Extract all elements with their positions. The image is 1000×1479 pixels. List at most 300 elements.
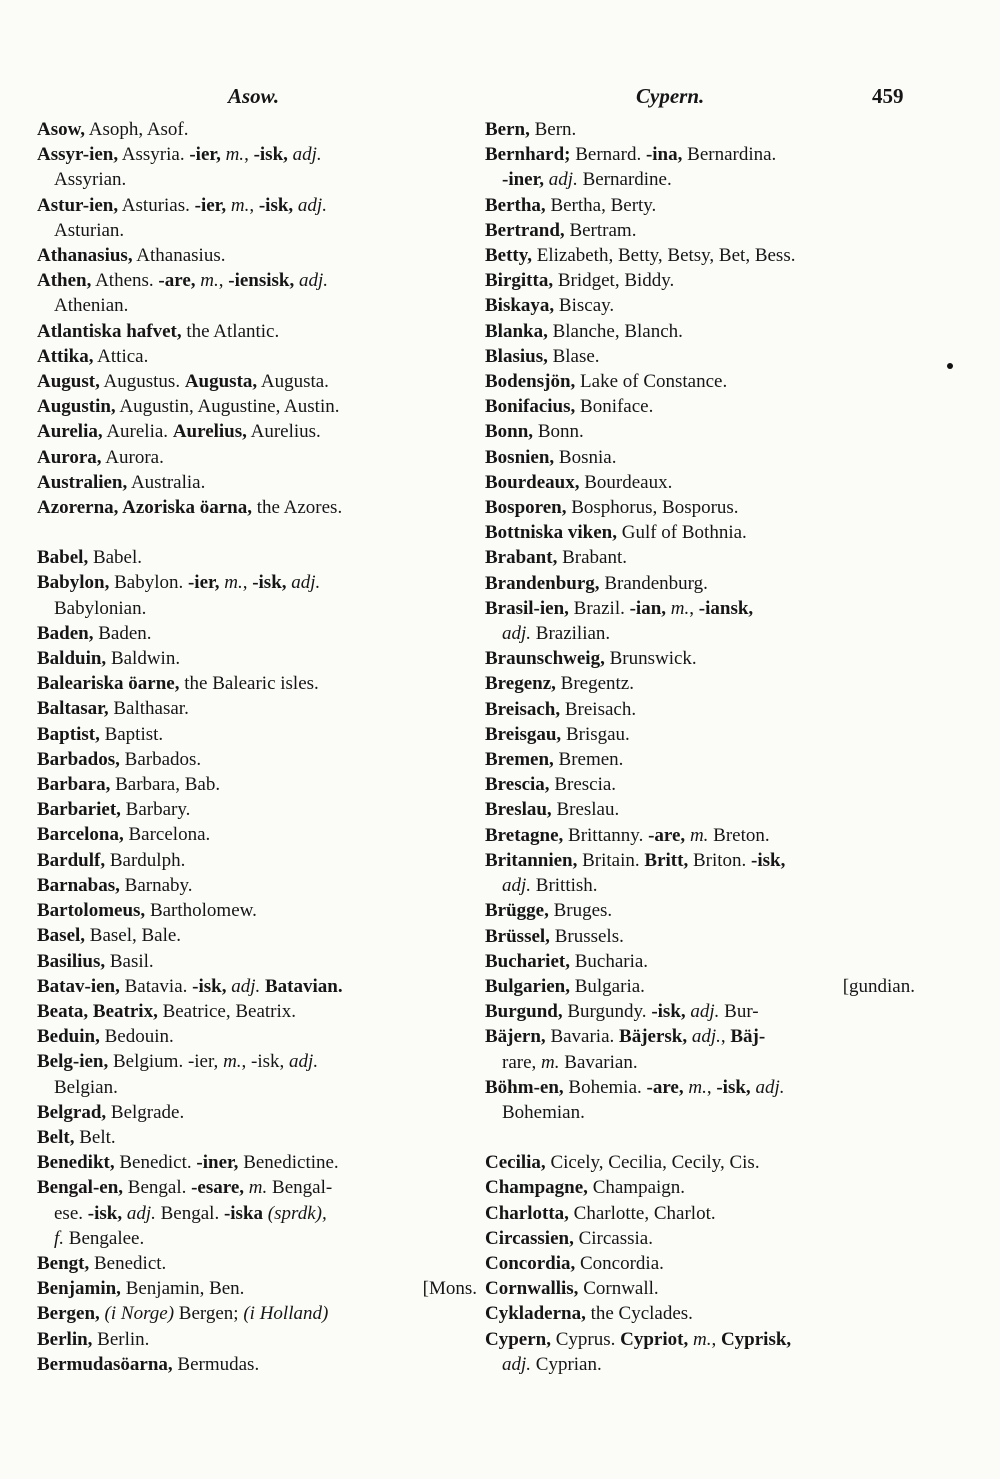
headword: Bosnien, — [485, 446, 555, 468]
dictionary-entry — [37, 747, 477, 772]
headword: Attika, — [37, 345, 94, 367]
headword: Barbara, — [37, 774, 111, 796]
headword: Betty, — [485, 245, 532, 267]
gloss: Breisach. — [560, 698, 637, 720]
headword: Breslau, — [485, 799, 552, 821]
gloss: Benedict. — [114, 1152, 197, 1174]
gloss: Berlin. — [92, 1328, 150, 1350]
entry-line — [485, 117, 915, 142]
gloss: Aurora. — [101, 446, 164, 468]
headword: Bodensjön, — [485, 371, 576, 393]
grammar-label: (sprdk), — [267, 1202, 327, 1224]
headword: Bregenz, — [485, 673, 556, 695]
gloss: Brabant. — [557, 547, 627, 569]
entry-line — [502, 1100, 915, 1125]
gloss: Bregentz. — [555, 673, 634, 695]
headword: Brasil-ien, — [485, 597, 569, 619]
gloss: Bernardina. — [682, 144, 777, 166]
headword: Bengt, — [37, 1252, 90, 1274]
entry-line — [37, 117, 477, 142]
headword: Bottniska viken, — [485, 522, 617, 544]
gloss: Augusta. — [257, 371, 329, 393]
gloss: Baldwin. — [106, 648, 181, 670]
entry-line — [485, 394, 915, 419]
entry-line — [37, 369, 477, 394]
gloss: Asturias. — [118, 194, 195, 216]
gloss: Belgrade. — [106, 1101, 185, 1123]
entry-line — [485, 898, 915, 923]
gloss: Charlotte, Charlot. — [568, 1202, 716, 1224]
gloss: Batavia. — [119, 975, 193, 997]
headword: Charlotta, — [485, 1202, 569, 1224]
grammar-label: m. — [230, 194, 250, 216]
headword: Cyprisk, — [720, 1328, 792, 1350]
gloss: Balthasar. — [108, 698, 189, 720]
dictionary-entry — [37, 999, 477, 1024]
gloss: Blanche, Blanch. — [547, 320, 683, 342]
headword: Bermudasöarna, — [37, 1353, 173, 1375]
grammar-label: (i Norge) — [104, 1303, 175, 1325]
headword: Bäjersk, — [619, 1026, 688, 1048]
gloss: , — [689, 597, 699, 619]
dictionary-entry — [485, 268, 915, 293]
entry-line — [485, 520, 915, 545]
headword: Bulgarien, — [485, 975, 570, 997]
dictionary-entry — [37, 848, 477, 873]
gloss: Belgian. — [54, 1076, 118, 1098]
gloss: Attica. — [93, 345, 149, 367]
headword: Brügge, — [485, 900, 549, 922]
gloss: Bonn. — [533, 421, 584, 443]
dictionary-entry — [485, 722, 915, 747]
grammar-label: adj. — [502, 1353, 532, 1375]
headword: Bern, — [485, 119, 530, 140]
entry-line — [37, 394, 477, 419]
headword: Breisach, — [485, 698, 561, 720]
dictionary-entry — [37, 923, 477, 948]
gloss: Bavaria. — [545, 1026, 620, 1048]
dictionary-entry — [37, 1049, 477, 1099]
gloss: Barbary. — [120, 799, 191, 821]
entry-line — [37, 873, 477, 898]
gloss: Benjamin, Ben. — [120, 1278, 245, 1300]
gloss: Belgium. -ier, — [108, 1051, 224, 1073]
headword: Barbariet, — [37, 799, 121, 821]
dictionary-entry — [37, 621, 477, 646]
dictionary-entry — [485, 495, 915, 520]
headword: Concordia, — [485, 1252, 576, 1274]
entry-line — [37, 1125, 477, 1150]
dictionary-entry — [485, 1327, 915, 1377]
entry-line — [37, 268, 477, 293]
grammar-label: m. — [200, 270, 219, 292]
gloss: Augustus. — [99, 371, 185, 393]
entry-line — [54, 596, 477, 621]
dictionary-entry — [485, 344, 915, 369]
gloss: Biscay. — [554, 295, 615, 317]
headword: Bertha, — [485, 194, 546, 216]
gloss: Brussels. — [549, 925, 624, 947]
dictionary-entry — [485, 142, 915, 192]
dictionary-entry — [485, 1276, 915, 1301]
gloss: Bartholomew. — [145, 900, 257, 922]
entry-line — [502, 1352, 915, 1377]
dictionary-entry — [37, 873, 477, 898]
entry-line — [54, 293, 477, 318]
headword: Cecilia, — [485, 1152, 546, 1174]
entry-line — [54, 167, 477, 192]
gloss: Bengalee. — [64, 1227, 145, 1249]
entry-line — [485, 772, 915, 797]
gloss: Australia. — [127, 471, 206, 493]
gloss: , — [249, 194, 259, 216]
headword: Baptist, — [37, 723, 100, 745]
gloss: Augustin, Augustine, Austin. — [115, 396, 340, 418]
entry-line — [485, 344, 915, 369]
dictionary-entry — [37, 1100, 477, 1125]
gloss: Bengal. — [123, 1177, 192, 1199]
gloss: Assyrian. — [54, 169, 127, 191]
dictionary-entry — [485, 193, 915, 218]
dictionary-entry — [485, 823, 915, 848]
headword: Azorerna, Azoriska öarna, — [37, 497, 252, 519]
headword: -isk, — [651, 1001, 686, 1023]
gloss: Basil. — [105, 950, 154, 972]
entry-line — [485, 1276, 915, 1301]
gloss: Brazilian. — [531, 623, 611, 645]
entry-line — [502, 621, 915, 646]
headword: Bonn, — [485, 421, 534, 443]
gloss: Asoph, Asof. — [85, 119, 189, 140]
wrapped-continuation: [Mons. — [422, 1278, 477, 1300]
headword: Biskaya, — [485, 295, 555, 317]
gloss: Brisgau. — [561, 723, 630, 745]
dictionary-entry — [485, 319, 915, 344]
entry-line — [37, 445, 477, 470]
gloss: Circassia. — [573, 1227, 653, 1249]
headword: Bäjern, — [485, 1026, 546, 1048]
dictionary-entry — [485, 419, 915, 444]
dictionary-entry — [37, 1251, 477, 1276]
headword: Benjamin, — [37, 1278, 121, 1300]
gloss: Lake of Constance. — [575, 371, 728, 393]
dictionary-entry — [485, 243, 915, 268]
entry-line — [485, 495, 915, 520]
entry-line — [485, 268, 915, 293]
entry-line — [502, 873, 915, 898]
gloss: Aurelius. — [246, 421, 321, 443]
gloss: Bohemia. — [563, 1076, 647, 1098]
entry-line — [37, 949, 477, 974]
entry-line — [54, 1075, 477, 1100]
gloss: the Atlantic. — [181, 320, 280, 342]
gloss: Barnaby. — [119, 874, 193, 896]
headword: Belgrad, — [37, 1101, 107, 1123]
headword: -isk, — [253, 144, 288, 166]
dictionary-entry — [37, 898, 477, 923]
gloss: Brittanny. — [563, 824, 649, 846]
grammar-label: m. — [688, 1076, 707, 1098]
entry-line — [37, 696, 477, 721]
entry-line — [485, 924, 915, 949]
headword: Birgitta, — [485, 270, 554, 292]
grammar-label: adj. — [126, 1202, 156, 1224]
headword: Augustin, — [37, 396, 116, 418]
entry-line — [485, 999, 915, 1024]
grammar-label: adj. — [299, 270, 329, 292]
dictionary-entry — [37, 696, 477, 721]
headword: Athanasius, — [37, 245, 133, 267]
entry-line — [54, 218, 477, 243]
entry-line — [37, 193, 477, 218]
dictionary-entry — [37, 243, 477, 268]
ink-speck — [947, 363, 953, 369]
entry-text — [485, 974, 645, 999]
grammar-label: adj. — [502, 875, 532, 897]
dictionary-entry — [485, 1201, 915, 1226]
headword: August, — [37, 371, 100, 393]
gloss: Benedictine. — [238, 1152, 339, 1174]
headword: Bretagne, — [485, 824, 564, 846]
headword: Baltasar, — [37, 698, 109, 720]
gloss: Belt. — [74, 1126, 116, 1148]
entry-line — [485, 218, 915, 243]
dictionary-entry — [485, 1226, 915, 1251]
dictionary-entry — [37, 570, 477, 620]
headword: Bonifacius, — [485, 396, 576, 418]
entry-line — [54, 1226, 477, 1251]
gloss: Bavarian. — [559, 1051, 638, 1073]
dictionary-entry — [37, 1301, 477, 1326]
dictionary-entry — [485, 117, 915, 142]
gloss: Bernardine. — [577, 169, 672, 191]
entry-line — [485, 848, 915, 873]
gloss: Brunswick. — [604, 648, 697, 670]
headword: Brüssel, — [485, 925, 550, 947]
gloss: Cornwall. — [578, 1278, 659, 1300]
dictionary-entry — [37, 193, 477, 243]
entry-line — [485, 445, 915, 470]
gloss: Blase. — [547, 345, 600, 367]
headword: Britannien, — [485, 849, 578, 871]
dictionary-entry — [485, 924, 915, 949]
headword: -isk, — [87, 1202, 123, 1224]
dictionary-entry — [37, 797, 477, 822]
gloss: Bertha, Berty. — [545, 194, 657, 216]
gloss: Bruges. — [548, 900, 613, 922]
entry-line — [485, 596, 915, 621]
headword: Athen, — [37, 270, 92, 292]
headword: Bernhard; — [485, 144, 571, 166]
gloss: Baden. — [93, 622, 152, 644]
dictionary-entry — [485, 848, 915, 898]
entry-line — [37, 923, 477, 948]
entry-line — [37, 495, 477, 520]
entry-line — [485, 470, 915, 495]
dictionary-entry — [37, 369, 477, 394]
gloss: Asturian. — [54, 219, 125, 241]
entry-line — [37, 545, 477, 570]
headword: -ina, — [645, 144, 683, 166]
entry-line — [37, 797, 477, 822]
gloss: Britain. — [577, 849, 645, 871]
dictionary-entry — [485, 218, 915, 243]
headword: -esare, — [191, 1177, 245, 1199]
dictionary-entry — [37, 394, 477, 419]
entry-line — [485, 1301, 915, 1326]
headword: Blanka, — [485, 320, 548, 342]
gloss: Brittish. — [531, 875, 598, 897]
entry-line — [485, 747, 915, 772]
headword: Baden, — [37, 622, 94, 644]
headword: Buchariet, — [485, 950, 570, 972]
wrapped-continuation: [gundian. — [842, 975, 915, 997]
headword: Barbados, — [37, 748, 120, 770]
entry-line — [485, 293, 915, 318]
headword: Blasius, — [485, 345, 548, 367]
headword: Breisgau, — [485, 723, 562, 745]
headword: Batavian. — [265, 975, 343, 997]
dictionary-entry — [485, 394, 915, 419]
gloss: , -isk, — [241, 1051, 290, 1073]
grammar-label: adj. — [291, 572, 321, 594]
gloss: Bohemian. — [502, 1101, 585, 1123]
gloss: , — [244, 144, 254, 166]
headword: Braunschweig, — [485, 648, 605, 670]
dictionary-entry — [485, 1251, 915, 1276]
headword: Asow, — [37, 119, 86, 140]
dictionary-entry — [37, 268, 477, 318]
gloss: Aurelia. — [102, 421, 173, 443]
dictionary-entry — [485, 772, 915, 797]
gloss: Bardulph. — [105, 849, 186, 871]
gloss: rare, — [502, 1051, 542, 1073]
headword: Bengal-en, — [37, 1177, 124, 1199]
entry-line — [37, 974, 477, 999]
headword: -isk, — [258, 194, 294, 216]
gloss: , — [242, 572, 253, 594]
entry-line — [37, 319, 477, 344]
headword: Champagne, — [485, 1177, 588, 1199]
gloss: Breton. — [708, 824, 770, 846]
gloss: Baptist. — [99, 723, 164, 745]
entry-line — [37, 621, 477, 646]
dictionary-entry — [485, 646, 915, 671]
entry-line — [485, 974, 915, 999]
entry-line — [37, 419, 477, 444]
entry-line — [485, 949, 915, 974]
gloss: Bridget, Biddy. — [553, 270, 675, 292]
gloss: Basel, Bale. — [85, 925, 182, 947]
gloss: Bosnia. — [554, 446, 617, 468]
dictionary-entry — [485, 1301, 915, 1326]
headword: Babylon, — [37, 572, 110, 594]
gloss: Champaign. — [587, 1177, 686, 1199]
headword: -isk, — [252, 572, 287, 594]
entry-line — [37, 142, 477, 167]
headword: -isk, — [716, 1076, 751, 1098]
dictionary-entry — [37, 419, 477, 444]
entry-line — [502, 1050, 915, 1075]
gloss: Babylonian. — [54, 597, 147, 619]
entry-line — [485, 697, 915, 722]
gloss: Brandenburg. — [599, 572, 708, 594]
dictionary-entry — [485, 974, 915, 999]
entry-line — [37, 1175, 477, 1200]
entry-line — [485, 722, 915, 747]
dictionary-entry — [485, 520, 915, 545]
entry-line — [37, 747, 477, 772]
entry-line — [37, 772, 477, 797]
gloss: Bur- — [719, 1001, 759, 1023]
running-head-right: Cypern. — [636, 84, 705, 108]
entry-line — [37, 1150, 477, 1175]
dictionary-entry — [37, 671, 477, 696]
gloss: Beatrice, Beatrix. — [157, 1000, 297, 1022]
dictionary-entry — [37, 1352, 477, 1377]
gloss: Benedict. — [89, 1252, 167, 1274]
gloss: Assyria. — [118, 144, 190, 166]
gloss: Bremen. — [553, 749, 624, 771]
headword: Bosporen, — [485, 497, 567, 519]
headword: Beduin, — [37, 1026, 100, 1048]
dictionary-entry — [485, 470, 915, 495]
dictionary-entry — [37, 949, 477, 974]
headword: Cykladerna, — [485, 1303, 586, 1325]
entry-line — [485, 1201, 915, 1226]
gloss: , — [218, 270, 229, 292]
dictionary-entry — [485, 545, 915, 570]
dictionary-entry — [485, 571, 915, 596]
gloss: Bern. — [529, 119, 577, 140]
entry-line — [485, 369, 915, 394]
entry-line — [485, 797, 915, 822]
headword: -ier, — [194, 194, 227, 216]
gloss: Bourdeaux. — [579, 471, 673, 493]
headword: -are, — [646, 1076, 684, 1098]
entry-line — [37, 344, 477, 369]
dictionary-entry — [485, 697, 915, 722]
gloss: Bertram. — [564, 219, 637, 241]
entry-line — [485, 823, 915, 848]
grammar-label: m. — [692, 1328, 712, 1350]
dictionary-entry — [485, 898, 915, 923]
headword: Burgund, — [485, 1001, 563, 1023]
gloss: Cyprus. — [550, 1328, 621, 1350]
headword: -iensisk, — [228, 270, 295, 292]
headword: Bertrand, — [485, 219, 565, 241]
grammar-label: (i Holland) — [243, 1303, 329, 1325]
headword: -isk, — [192, 975, 227, 997]
entry-line — [485, 319, 915, 344]
entry-line — [485, 1150, 915, 1175]
gloss: ese. — [54, 1202, 88, 1224]
headword: Aurelius, — [172, 421, 247, 443]
grammar-label: adj. — [502, 623, 532, 645]
dictionary-entry — [37, 722, 477, 747]
entry-line — [37, 570, 477, 595]
grammar-label: adj. — [292, 144, 322, 166]
headword: Atlantiska hafvet, — [37, 320, 182, 342]
gloss: Bengal. — [155, 1202, 224, 1224]
entry-line — [485, 1075, 915, 1100]
dictionary-entry — [37, 142, 477, 192]
headword: Brandenburg, — [485, 572, 600, 594]
entry-line — [37, 822, 477, 847]
dictionary-entry — [485, 747, 915, 772]
headword: Aurelia, — [37, 421, 103, 443]
entry-line — [37, 1301, 477, 1326]
